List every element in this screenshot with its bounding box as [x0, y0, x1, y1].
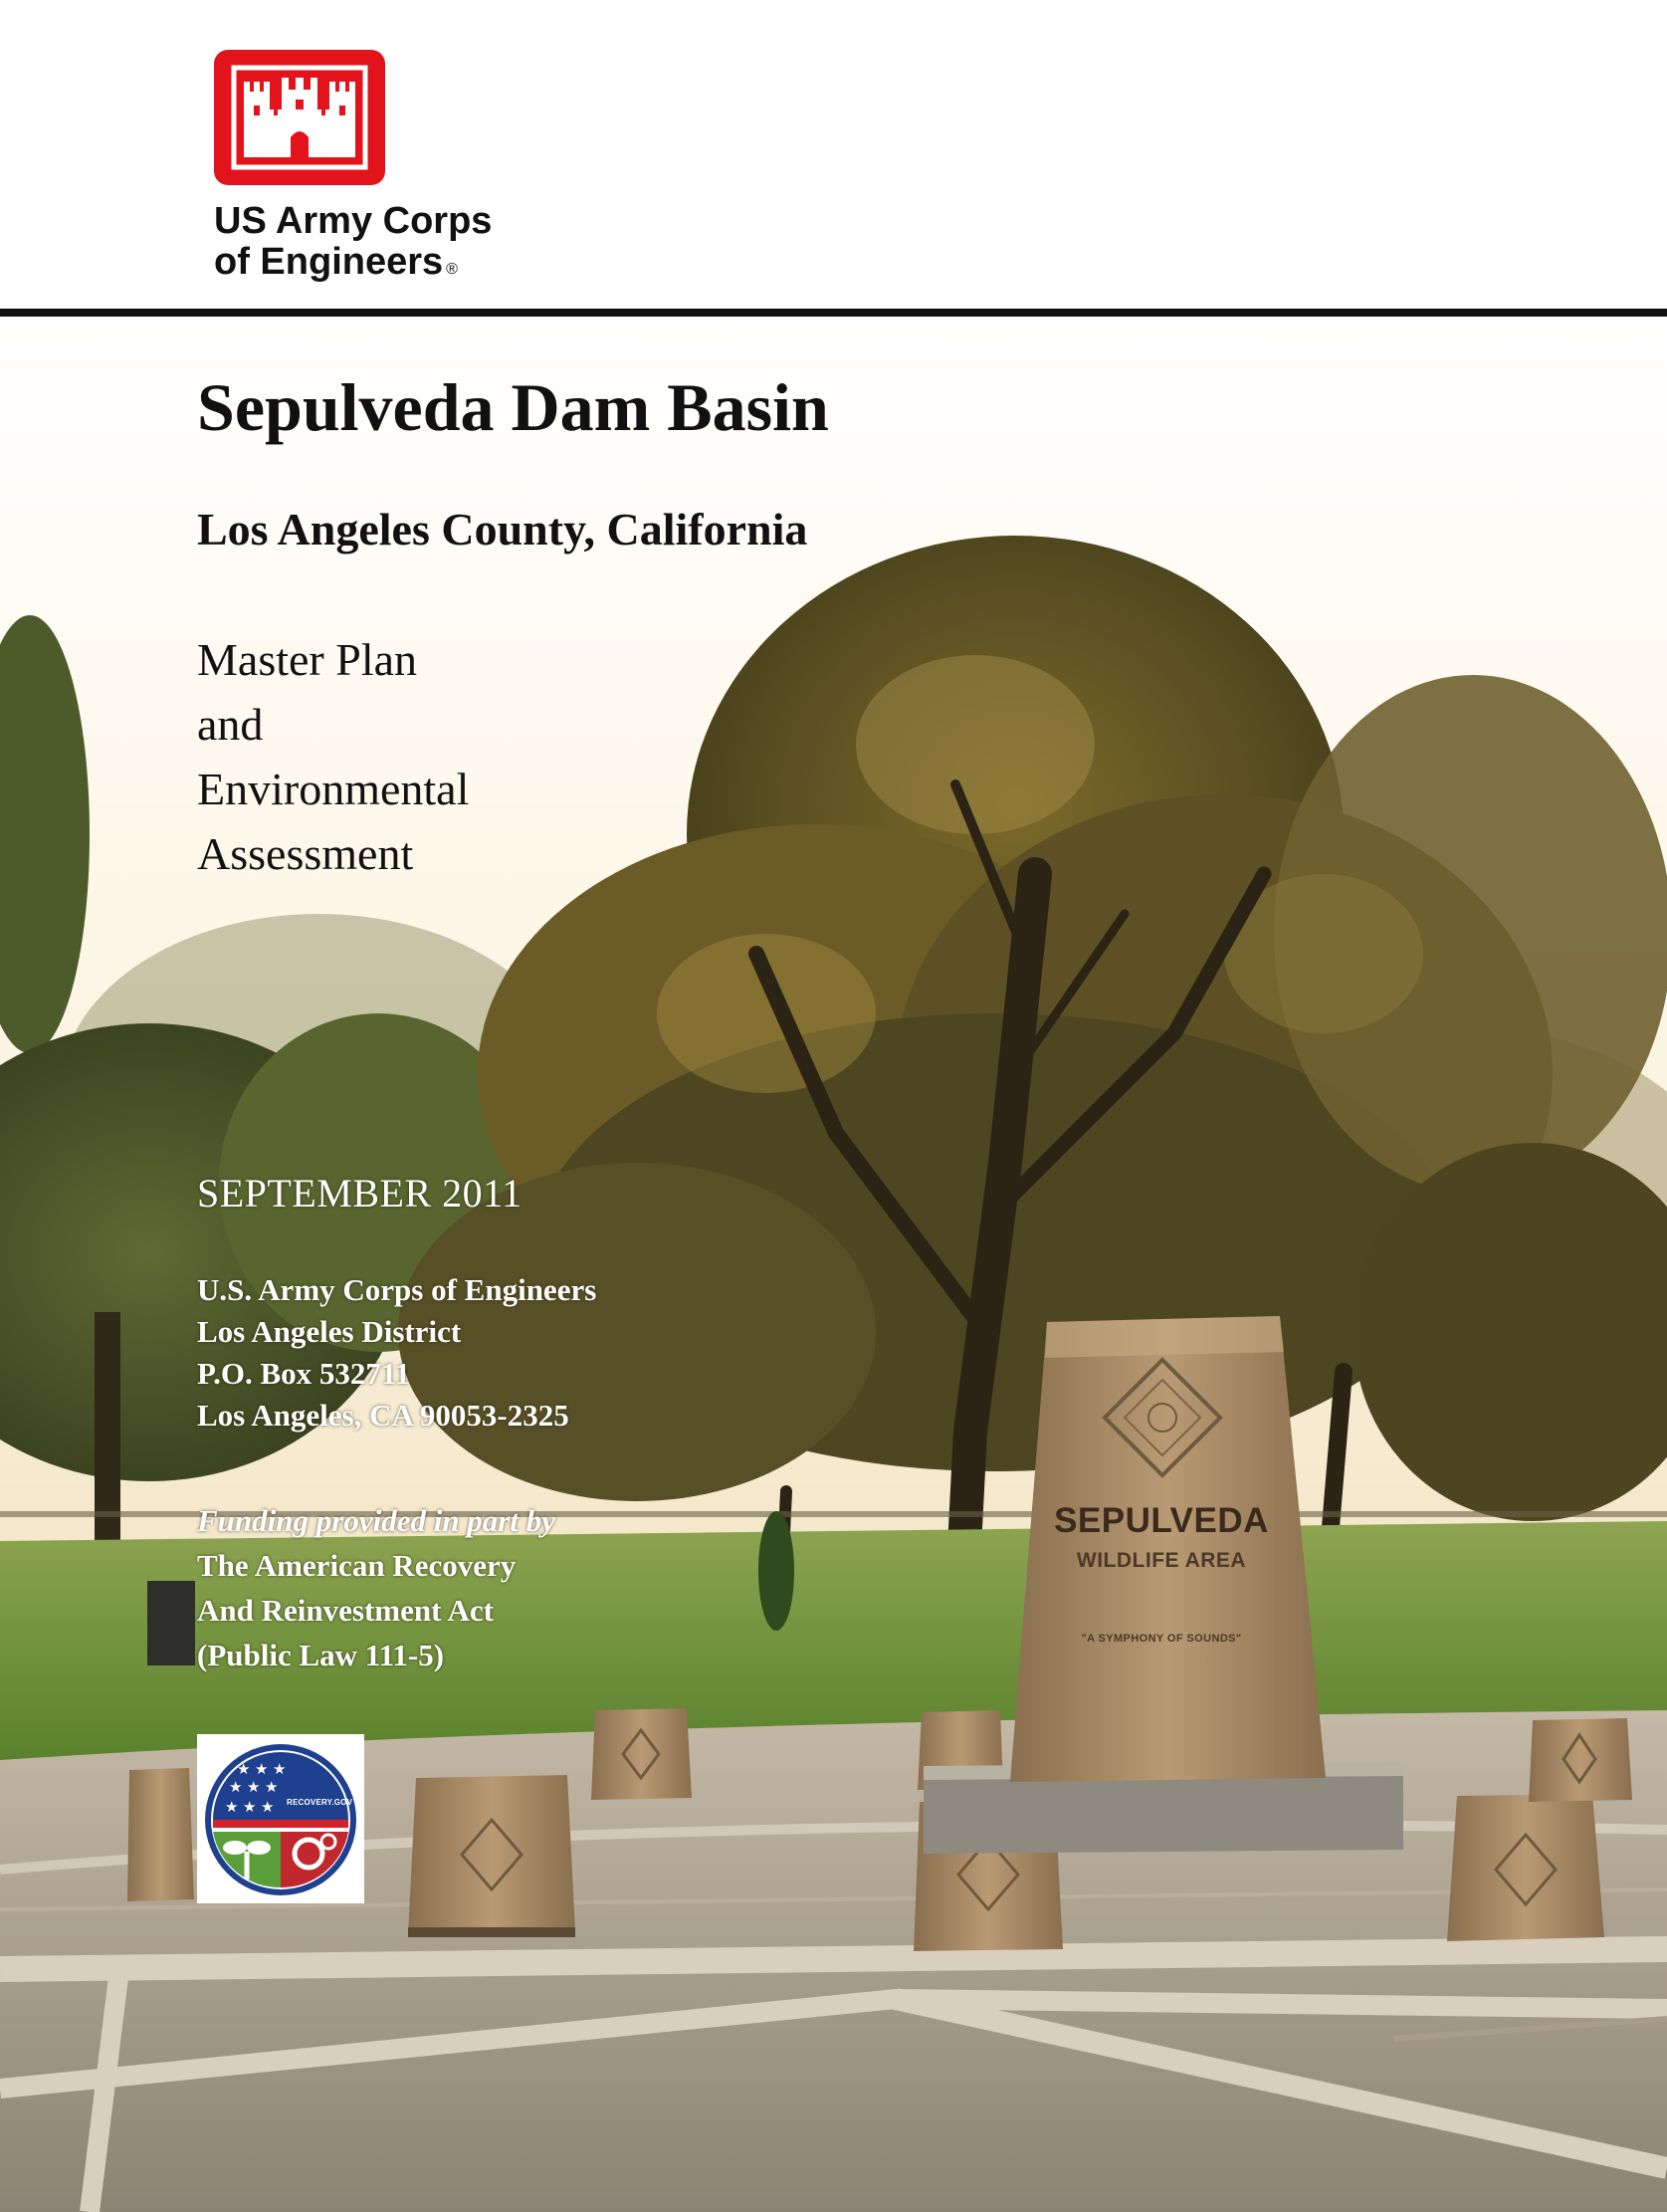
funding-line: And Reinvestment Act: [197, 1593, 494, 1628]
address-line: Los Angeles District: [197, 1314, 462, 1349]
funding-statement: [197, 1498, 555, 1677]
badge-label: RECOVERY.GOV: [287, 1798, 353, 1807]
address-line: P.O. Box 532711: [197, 1356, 411, 1391]
castle-icon: [214, 50, 385, 185]
monument-sign-motto: "A SYMPHONY OF SOUNDS": [1081, 1633, 1242, 1645]
svg-text:★: ★: [243, 1798, 257, 1816]
district-address: [197, 1269, 596, 1437]
registered-mark: ®: [446, 261, 458, 278]
recovery-gov-badge: [197, 1734, 364, 1903]
document-title: Sepulveda Dam Basin: [197, 369, 829, 445]
publication-date: SEPTEMBER 2011: [197, 1171, 522, 1216]
document-type-line: and: [197, 699, 264, 750]
organization-name-line2-text: of Engineers: [214, 241, 444, 283]
funding-intro: Funding provided in part by: [197, 1503, 555, 1538]
svg-text:★: ★: [265, 1778, 279, 1796]
monument-sign-name: SEPULVEDA: [1054, 1501, 1269, 1540]
organization-name: [214, 201, 492, 290]
monument-sign-subtitle: WILDLIFE AREA: [1076, 1549, 1247, 1572]
document-type-line: Assessment: [197, 828, 414, 879]
svg-text:★: ★: [247, 1778, 261, 1796]
header-divider: [0, 309, 1667, 317]
address-line: U.S. Army Corps of Engineers: [197, 1272, 597, 1307]
document-type-line: Master Plan: [197, 634, 418, 685]
address-line: Los Angeles, CA 90053-2325: [197, 1398, 569, 1433]
document-subtitle: Los Angeles County, California: [197, 504, 808, 554]
svg-text:★: ★: [225, 1798, 239, 1816]
header: [0, 0, 1667, 309]
svg-text:★: ★: [237, 1760, 251, 1778]
recovery-gov-icon: [197, 1734, 364, 1903]
organization-name-line2: [214, 242, 492, 290]
svg-text:★: ★: [273, 1760, 287, 1778]
svg-text:★: ★: [229, 1778, 243, 1796]
funding-line: The American Recovery: [197, 1548, 517, 1583]
document-type-line: Environmental: [197, 764, 470, 814]
cover-photo: [0, 317, 1667, 2212]
document-type: [197, 627, 469, 886]
organization-name-line1: US Army Corps: [214, 200, 493, 242]
usace-logo: [214, 50, 385, 185]
svg-text:★: ★: [255, 1760, 269, 1778]
funding-line: (Public Law 111-5): [197, 1638, 445, 1672]
svg-text:★: ★: [261, 1798, 275, 1816]
park-scene-illustration: [0, 317, 1667, 2212]
